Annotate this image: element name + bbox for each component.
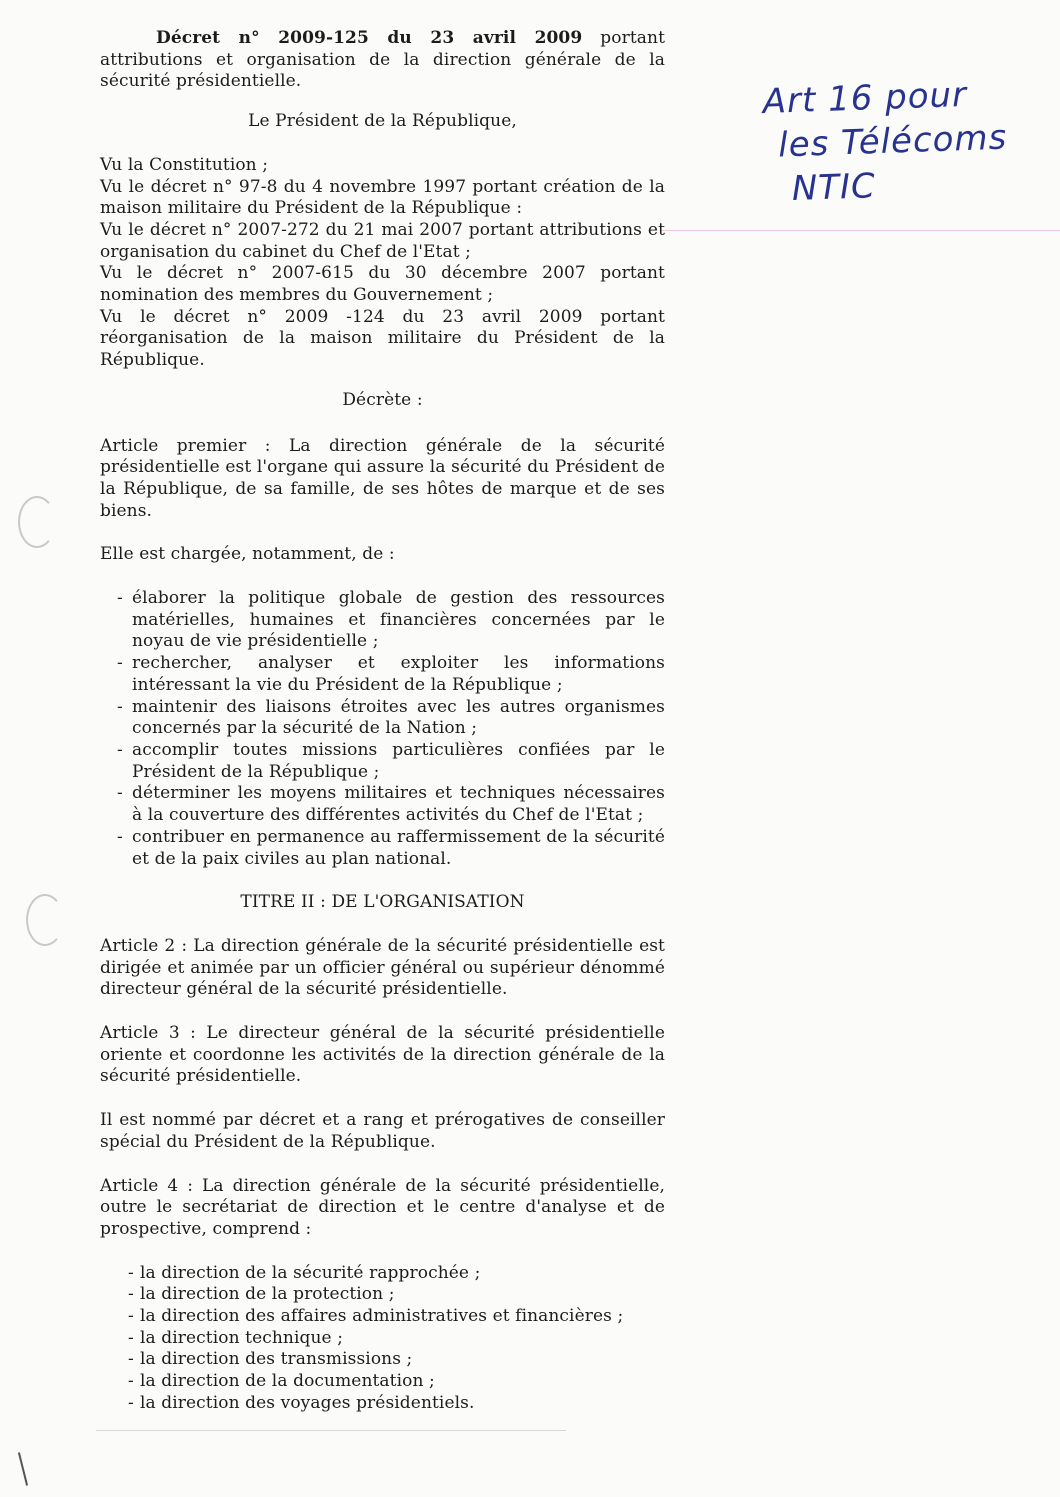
- list-item: [100, 1349, 665, 1371]
- mission-text: accomplir toutes missions particulières confiées par le Président de la République ;: [132, 739, 665, 782]
- list-item: [100, 1371, 665, 1393]
- list-item: [100, 697, 665, 740]
- mission-text: contribuer en permanence au raffermissement de la sécurité et de la paix civiles au plan national.: [132, 826, 665, 869]
- consideration: Vu la Constitution ;: [100, 154, 269, 175]
- annotation-line: Art 16 pour: [762, 74, 968, 122]
- annotation-line: NTIC: [791, 166, 877, 210]
- decree-title: [100, 28, 665, 93]
- list-item: [100, 653, 665, 696]
- missions-list: [100, 588, 665, 870]
- handwritten-annotation: [762, 71, 1036, 212]
- dash-bullet: -: [117, 826, 123, 847]
- section-heading-titre-2: TITRE II : DE L'ORGANISATION: [240, 892, 525, 913]
- paper-fold-line: [96, 1430, 566, 1431]
- annotation-line: les Télécoms: [777, 117, 1008, 166]
- consideration: Vu le décret n° 97-8 du 4 novembre 1997 portant création de la maison militaire du Président de la République :: [100, 176, 665, 219]
- dash-bullet: -: [117, 696, 123, 717]
- list-item: [100, 1284, 665, 1306]
- list-item: [100, 827, 665, 870]
- article-2: Article 2 : La direction générale de la sécurité présidentielle est dirigée et animée par un officier général ou supérieur dénommé directeur général de la sécurité présidentielle.: [100, 935, 665, 1000]
- margin-rule: [660, 230, 1060, 231]
- dash-bullet: -: [117, 588, 123, 609]
- list-item: [100, 1306, 665, 1328]
- dash-bullet: -: [128, 1392, 134, 1413]
- president-line: Le Président de la République,: [248, 111, 517, 132]
- dash-bullet: -: [128, 1349, 134, 1370]
- dash-bullet: -: [128, 1284, 134, 1305]
- list-item: [100, 1263, 665, 1285]
- direction-text: la direction des affaires administratives et financières ;: [140, 1306, 624, 1327]
- list-item: [100, 740, 665, 783]
- considerations: [100, 155, 665, 372]
- dash-bullet: -: [128, 1262, 134, 1283]
- direction-text: la direction de la sécurité rapprochée ;: [140, 1262, 481, 1283]
- dash-bullet: -: [117, 783, 123, 804]
- directions-list: [100, 1263, 665, 1415]
- dash-bullet: -: [128, 1327, 134, 1348]
- decree-title-number: Décret n° 2009-125 du 23 avril 2009: [156, 28, 583, 48]
- dash-bullet: -: [128, 1371, 134, 1392]
- list-item: [100, 783, 665, 826]
- mission-text: élaborer la politique globale de gestion des ressources matérielles, humaines et financières concernées par le noyau de vie présidentielle ;: [132, 588, 665, 652]
- dash-bullet: -: [117, 739, 123, 760]
- mission-text: déterminer les moyens militaires et techniques nécessaires à la couverture des différentes activités du Chef de l'Etat ;: [132, 783, 665, 826]
- consideration: Vu le décret n° 2007-272 du 21 mai 2007 portant attributions et organisation du cabinet du Chef de l'Etat ;: [100, 219, 665, 262]
- mission-text: rechercher, analyser et exploiter les informations intéressant la vie du Président de la République ;: [132, 653, 665, 695]
- article-3-appointment: Il est nommé par décret et a rang et prérogatives de conseiller spécial du Président de la République.: [100, 1110, 665, 1152]
- list-item: [100, 588, 665, 653]
- article-3: Article 3 : Le directeur général de la sécurité présidentielle oriente et coordonne les activités de la direction générale de la sécurité présidentielle.: [100, 1023, 665, 1087]
- direction-text: la direction de la documentation ;: [140, 1371, 435, 1392]
- decrete-heading: Décrète :: [342, 389, 423, 410]
- punch-hole-mark: [18, 496, 56, 548]
- article-1: Article premier : La direction générale de la sécurité présidentielle est l'organe qui assure la sécurité du Président de la République, de sa famille, de ses hôtes de marque et de ses biens.: [100, 435, 665, 521]
- dash-bullet: -: [128, 1306, 134, 1327]
- list-item: [100, 1328, 665, 1350]
- mission-text: maintenir des liaisons étroites avec les autres organismes concernés par la sécurité de la Nation ;: [132, 696, 665, 739]
- direction-text: la direction des voyages présidentiels.: [140, 1392, 475, 1413]
- article-4: Article 4 : La direction générale de la sécurité présidentielle, outre le secrétariat de direction et le centre d'analyse et de prospective, comprend :: [100, 1175, 665, 1239]
- missions-intro: Elle est chargée, notamment, de :: [100, 544, 395, 565]
- decree-title-subject: portant attributions et organisation de la direction générale de la sécurité présidentielle.: [100, 28, 665, 92]
- decree-body: [100, 28, 665, 1415]
- scan-edge-mark: [18, 1452, 28, 1485]
- consideration: Vu le décret n° 2007-615 du 30 décembre 2007 portant nomination des membres du Gouvernement ;: [100, 263, 665, 306]
- punch-hole-mark: [26, 894, 64, 946]
- direction-text: la direction technique ;: [140, 1327, 344, 1348]
- dash-bullet: -: [117, 653, 123, 674]
- consideration: Vu le décret n° 2009 -124 du 23 avril 2009 portant réorganisation de la maison militaire du Président de la République.: [100, 306, 665, 371]
- direction-text: la direction de la protection ;: [140, 1284, 395, 1305]
- list-item: [100, 1393, 665, 1415]
- direction-text: la direction des transmissions ;: [140, 1349, 413, 1370]
